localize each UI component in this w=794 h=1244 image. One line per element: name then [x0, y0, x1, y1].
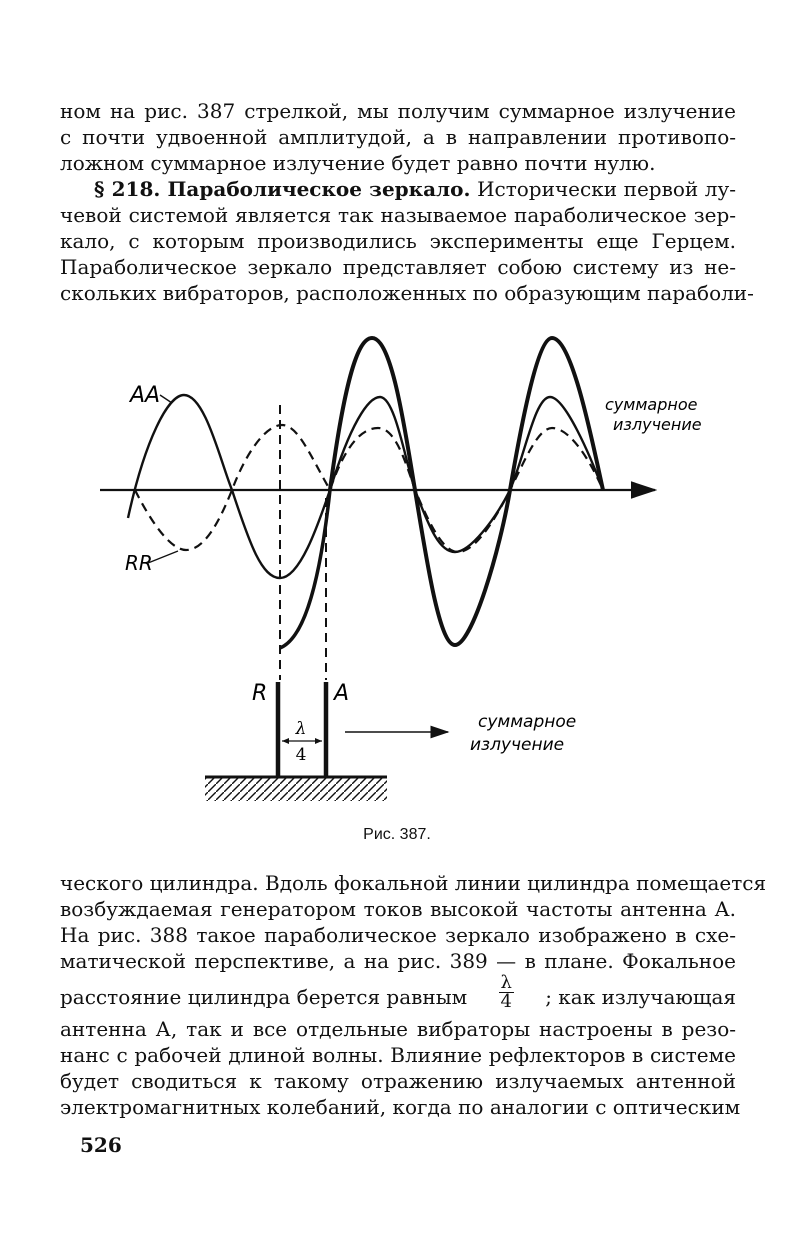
label-sum-top-2: излучение: [613, 415, 702, 434]
page-number: 526: [80, 1133, 122, 1157]
text-line: матической перспективе, а на рис. 389 — в плане. Фокальное: [60, 949, 736, 973]
top-paragraph: [60, 98, 736, 176]
fraction-denominator: 4: [500, 991, 512, 1012]
text-line: возбуждаемая генератором токов высокой частоты антенна А.: [60, 897, 736, 921]
figure-caption: Рис. 387.: [363, 826, 431, 843]
fraction-line: [60, 972, 736, 1015]
section-paragraph: [60, 176, 754, 306]
text-line: нанс с рабочей длиной волны. Влияние рефлекторов в системе: [60, 1043, 736, 1067]
bottom-paragraph: [60, 870, 767, 974]
bottom-paragraph-continued: [60, 1016, 741, 1120]
section-first-line: [60, 176, 736, 202]
text-line: скольких вибраторов, расположенных по образующим параболи-: [60, 281, 754, 305]
text-line: ложном суммарное излучение будет равно почти нулю.: [60, 151, 656, 175]
ground: [205, 777, 387, 801]
section-heading: § 218. Параболическое зеркало.: [94, 177, 471, 201]
text-line: будет сводиться к такому отражению излучаемых антенной: [60, 1069, 736, 1093]
text-line: кало, с которым производились эксперименты еще Герцем.: [60, 229, 736, 253]
wave-sum: [330, 338, 603, 645]
text-line: Параболическое зеркало представляет собою систему из не-: [60, 255, 736, 279]
text-line: с почти удвоенной амплитудой, а в направлении противопо-: [60, 125, 736, 149]
text-line: На рис. 388 такое параболическое зеркало изображено в схе-: [60, 923, 736, 947]
text-segment: расстояние цилиндра берется равным: [60, 984, 468, 1009]
label-sum-bottom-1: суммарное: [478, 712, 577, 732]
text-line: ном на рис. 387 стрелкой, мы получим суммарное излучение: [60, 99, 736, 123]
lambda-over-4-fraction: [499, 974, 514, 1011]
text-line: антенна А, так и все отдельные вибраторы настроены в резо-: [60, 1017, 736, 1041]
wave-aa: [128, 395, 603, 578]
text-line: чевой системой является так называемое параболическое зер-: [60, 203, 736, 227]
fraction-numerator: λ: [500, 972, 512, 993]
text-line: электромагнитных колебаний, когда по аналогии с оптическим: [60, 1095, 741, 1119]
lambda-numerator: λ: [295, 719, 307, 739]
text-segment: ; как излучающая: [545, 984, 736, 1009]
wave-rr: [135, 425, 603, 552]
label-sum-bottom-2: излучение: [470, 735, 565, 755]
figure-387: [0, 300, 794, 840]
text-line: ческого цилиндра. Вдоль фокальной линии цилиндра помещается: [60, 871, 767, 895]
text-line: Исторически первой лу-: [477, 177, 737, 201]
lambda-denominator: 4: [295, 745, 307, 765]
label-a: A: [334, 681, 350, 706]
label-r: R: [252, 681, 268, 706]
label-rr: RR: [125, 551, 153, 575]
label-sum-top-1: суммарное: [605, 395, 698, 414]
label-aa: AA: [130, 383, 161, 408]
